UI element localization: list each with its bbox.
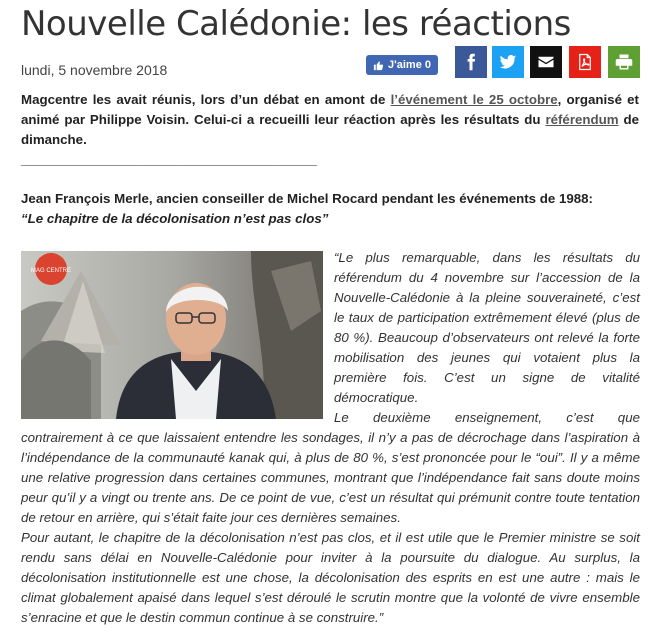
intro-paragraph — [21, 90, 639, 170]
print-button[interactable] — [608, 46, 640, 78]
print-icon — [615, 53, 633, 71]
facebook-share-button[interactable] — [455, 46, 487, 78]
article-paragraph-3: Pour autant, le chapitre de la décolonisation n’est pas clos, et il est utile que le Premier ministre se soit rendu sans délai en Nouvelle-Calédonie pour inviter à la poursuite du dialogue. Au surplus, la décolonisation institutionnelle est une chose, la décolonisation des esprits en est une autre : mais le climat globalement apaisé dans lequel s’est déroulé le scrutin montre que la volonté de vivre ensemble s’enracine et que le destin commun continue à se construire.” — [21, 530, 640, 625]
page-title: Nouvelle Calédonie: les réactions — [21, 4, 571, 44]
twitter-share-button[interactable] — [492, 46, 524, 78]
speaker-name: Jean François Merle, ancien conseiller de Michel Rocard pendant les événements de 1988: — [21, 191, 593, 206]
publish-date: lundi, 5 novembre 2018 — [21, 62, 168, 78]
intro-text-3: de dimanche. — [21, 112, 639, 147]
quote-title: “Le chapitre de la décolonisation n’est pas clos” — [21, 211, 329, 226]
thumbs-up-icon — [373, 60, 384, 71]
intro-text-1: Magcentre les avait réunis, lors d’un débat en amont de — [21, 92, 391, 107]
separator-line: ________________________________________ — [21, 152, 317, 167]
pdf-icon — [576, 53, 594, 71]
facebook-like-button[interactable] — [366, 55, 438, 75]
pdf-download-button[interactable] — [569, 46, 601, 78]
like-label: J'aime 0 — [388, 59, 431, 71]
twitter-icon — [499, 53, 517, 71]
mail-icon — [537, 53, 555, 71]
article-body — [21, 248, 640, 628]
article-paragraph-2: Le deuxième enseignement, c’est que contrairement à ce que laissaient entendre les sondages, il n’y a pas de décrochage dans l’aspiration à l’indépendance de la communauté kanak qui, à plus de 80 %, s’est prononcée pour le “oui”. Il y a même une relative progression dans certaines communes, montrant que l’indépendance fait sans doute moins peur qu’il y a vingt ou trente ans. De ce point de vue, c’est un résultat qui prémunit contre toute tentation de retour en arrière, qui s’était faite jour ces dernières semaines. — [21, 410, 640, 525]
email-share-button[interactable] — [530, 46, 562, 78]
referendum-link[interactable]: référendum — [545, 112, 619, 127]
article-paragraph-1: “Le plus remarquable, dans les résultats du référendum du 4 novembre sur l’accession de la Nouvelle-Calédonie à la pleine souveraineté, c’est le taux de participation extrêmement élevé (plus de 80 %). Beaucoup d’observateurs ont relevé la forte mobilisation des jeunes qui votaient plus la première fois. C’est un signe de vitalité démocratique. — [334, 250, 640, 405]
speaker-heading — [21, 189, 641, 229]
facebook-icon — [462, 53, 480, 71]
intro-text-2: , organisé et animé par Philippe Voisin. Celui-ci a recueilli leur réaction après les résultats du — [21, 92, 639, 127]
sign-label: MAG CENTRE — [30, 268, 72, 274]
event-link[interactable]: l’événement le 25 octobre — [390, 92, 558, 107]
